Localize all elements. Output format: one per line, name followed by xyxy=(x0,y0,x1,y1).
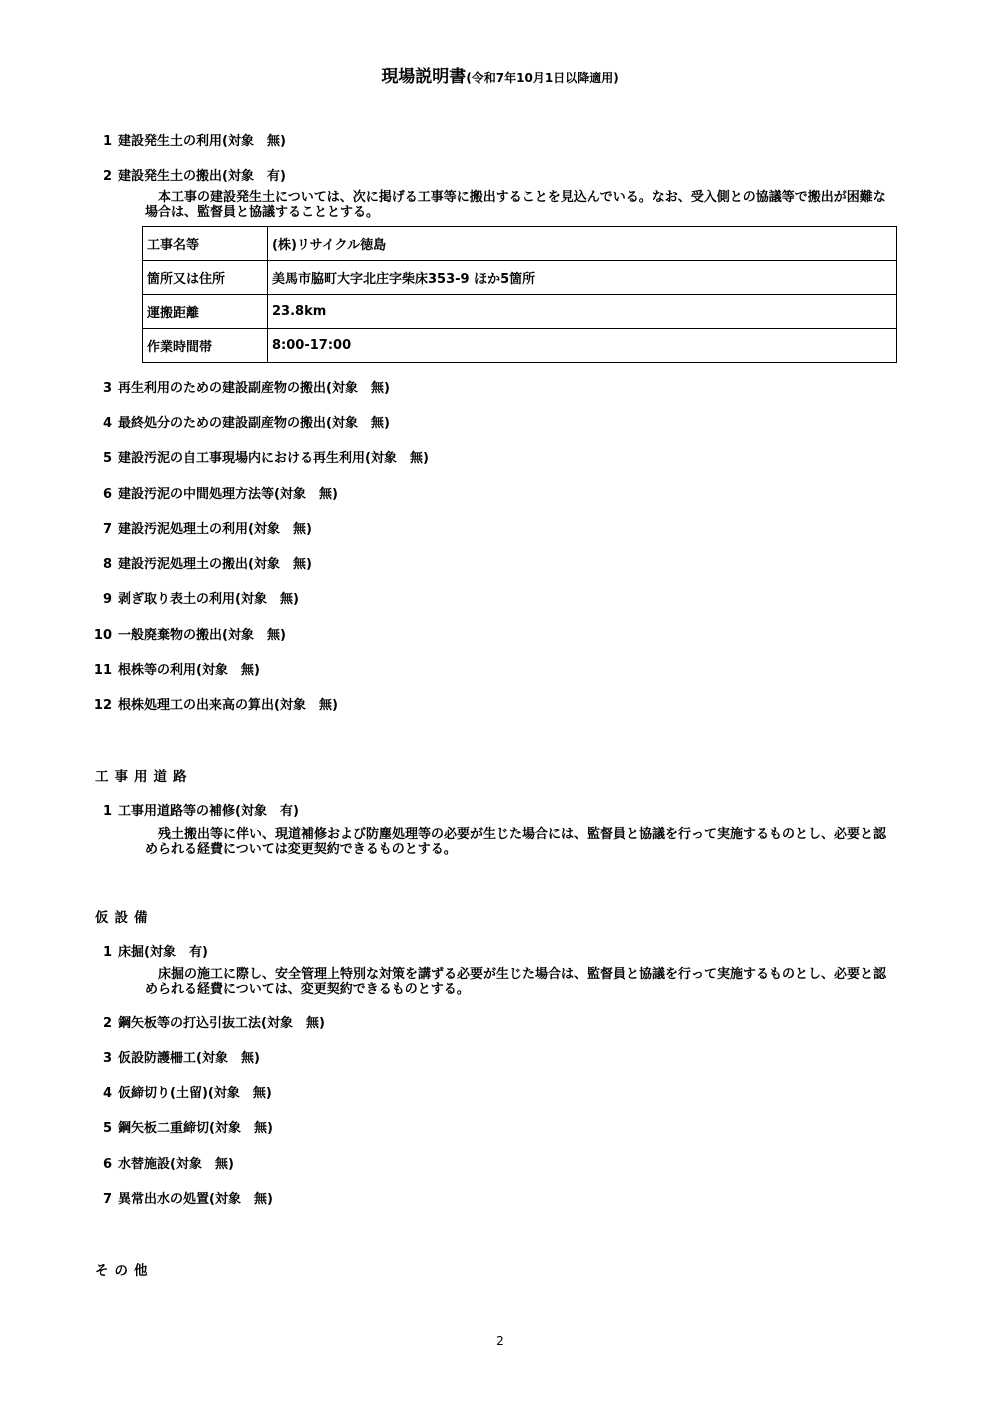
list-item xyxy=(90,412,390,431)
item-number: 6 xyxy=(102,487,112,502)
list-item xyxy=(90,624,286,643)
item-text: 工事用道路等の補修(対象 有) xyxy=(118,804,299,819)
table-value: 8:00-17:00 xyxy=(268,329,897,363)
list-item xyxy=(90,1082,272,1101)
item-text: 建設発生土の搬出(対象 有) xyxy=(118,169,286,184)
item-number: 11 xyxy=(93,663,112,678)
document-title-note: (令和7年10月1日以降適用) xyxy=(466,71,619,85)
item-number: 2 xyxy=(102,169,112,184)
table-row xyxy=(143,227,897,261)
item-number: 6 xyxy=(102,1157,112,1172)
list-item xyxy=(90,553,312,572)
item-text: 建設汚泥処理土の搬出(対象 無) xyxy=(118,557,312,572)
item-text: 仮締切り(土留)(対象 無) xyxy=(118,1086,272,1101)
item-text: 一般廃棄物の搬出(対象 無) xyxy=(118,628,286,643)
table-value: 美馬市脇町大字北庄字柴床353-9 ほか5箇所 xyxy=(268,261,897,295)
item-text: 再生利用のための建設副産物の搬出(対象 無) xyxy=(118,381,390,396)
list-item xyxy=(90,588,299,607)
item-number: 3 xyxy=(102,381,112,396)
list-item xyxy=(90,447,429,466)
table-label: 工事名等 xyxy=(143,227,268,261)
section-heading-other: その他 xyxy=(95,1263,154,1279)
item-number: 8 xyxy=(102,557,112,572)
item-number: 12 xyxy=(93,698,112,713)
item2-paragraph: 本工事の建設発生土については、次に掲げる工事等に搬出することを見込んでいる。なお、受入側との協議等で搬出が困難な場合は、監督員と協議することとする。 xyxy=(145,190,886,220)
item-text: 床掘(対象 有) xyxy=(118,945,208,960)
item-text: 異常出水の処置(対象 無) xyxy=(118,1192,273,1207)
item-text: 鋼矢板等の打込引抜工法(対象 無) xyxy=(118,1016,325,1031)
item-text: 水替施設(対象 無) xyxy=(118,1157,234,1172)
table-value: (株)リサイクル徳島 xyxy=(268,227,897,261)
item-text: 最終処分のための建設副産物の搬出(対象 無) xyxy=(118,416,390,431)
excavation-paragraph: 床掘の施工に際し、安全管理上特別な対策を講ずる必要が生じた場合は、監督員と協議を行って実施するものとし、必要と認められる経費については、変更契約できるものとする。 xyxy=(145,967,887,997)
page-number: 2 xyxy=(496,1334,504,1348)
list-item xyxy=(90,1012,325,1031)
table-row xyxy=(143,295,897,329)
item-number: 4 xyxy=(102,416,112,431)
item-number: 7 xyxy=(102,1192,112,1207)
table-label: 箇所又は住所 xyxy=(143,261,268,295)
item-number: 5 xyxy=(102,1121,112,1136)
item-number: 2 xyxy=(102,1016,112,1031)
table-label: 運搬距離 xyxy=(143,295,268,329)
item-number: 1 xyxy=(102,134,112,149)
list-item xyxy=(90,1117,273,1136)
item-text: 建設汚泥処理土の利用(対象 無) xyxy=(118,522,312,537)
list-item xyxy=(90,1047,260,1066)
list-item xyxy=(90,377,390,396)
section-heading-temporary: 仮設備 xyxy=(95,910,154,926)
item-text: 仮設防護柵工(対象 無) xyxy=(118,1051,260,1066)
section-heading-road: 工事用道路 xyxy=(95,769,193,785)
table-label: 作業時間帯 xyxy=(143,329,268,363)
list-item xyxy=(90,694,338,713)
table-value: 23.8km xyxy=(268,295,897,329)
item-text: 根株処理工の出来高の算出(対象 無) xyxy=(118,698,338,713)
list-item xyxy=(90,483,338,502)
item-number: 3 xyxy=(102,1051,112,1066)
list-item xyxy=(90,659,260,678)
list-item xyxy=(90,518,312,537)
item-text: 剥ぎ取り表土の利用(対象 無) xyxy=(118,592,299,607)
table-row xyxy=(143,261,897,295)
list-item xyxy=(90,1153,234,1172)
item-number: 1 xyxy=(102,945,112,960)
document-title: 現場説明書 xyxy=(381,67,467,87)
item-text: 建設汚泥の自工事現場内における再生利用(対象 無) xyxy=(118,451,429,466)
item-text: 建設発生土の利用(対象 無) xyxy=(118,134,286,149)
list-item xyxy=(90,130,286,149)
item-text: 鋼矢板二重締切(対象 無) xyxy=(118,1121,273,1136)
list-item xyxy=(90,941,208,960)
page-title xyxy=(0,62,1000,87)
item-number: 4 xyxy=(102,1086,112,1101)
table-row xyxy=(143,329,897,363)
list-item xyxy=(90,1188,273,1207)
disposal-site-table xyxy=(142,226,897,363)
list-item xyxy=(90,165,286,184)
road-paragraph: 残土搬出等に伴い、現道補修および防塵処理等の必要が生じた場合には、監督員と協議を行って実施するものとし、必要と認められる経費については変更契約できるものとする。 xyxy=(145,827,887,857)
list-item xyxy=(90,800,299,819)
item-number: 10 xyxy=(93,628,112,643)
item-text: 建設汚泥の中間処理方法等(対象 無) xyxy=(118,487,338,502)
item-number: 9 xyxy=(102,592,112,607)
item-number: 5 xyxy=(102,451,112,466)
item-number: 7 xyxy=(102,522,112,537)
item-number: 1 xyxy=(102,804,112,819)
item-text: 根株等の利用(対象 無) xyxy=(118,663,260,678)
